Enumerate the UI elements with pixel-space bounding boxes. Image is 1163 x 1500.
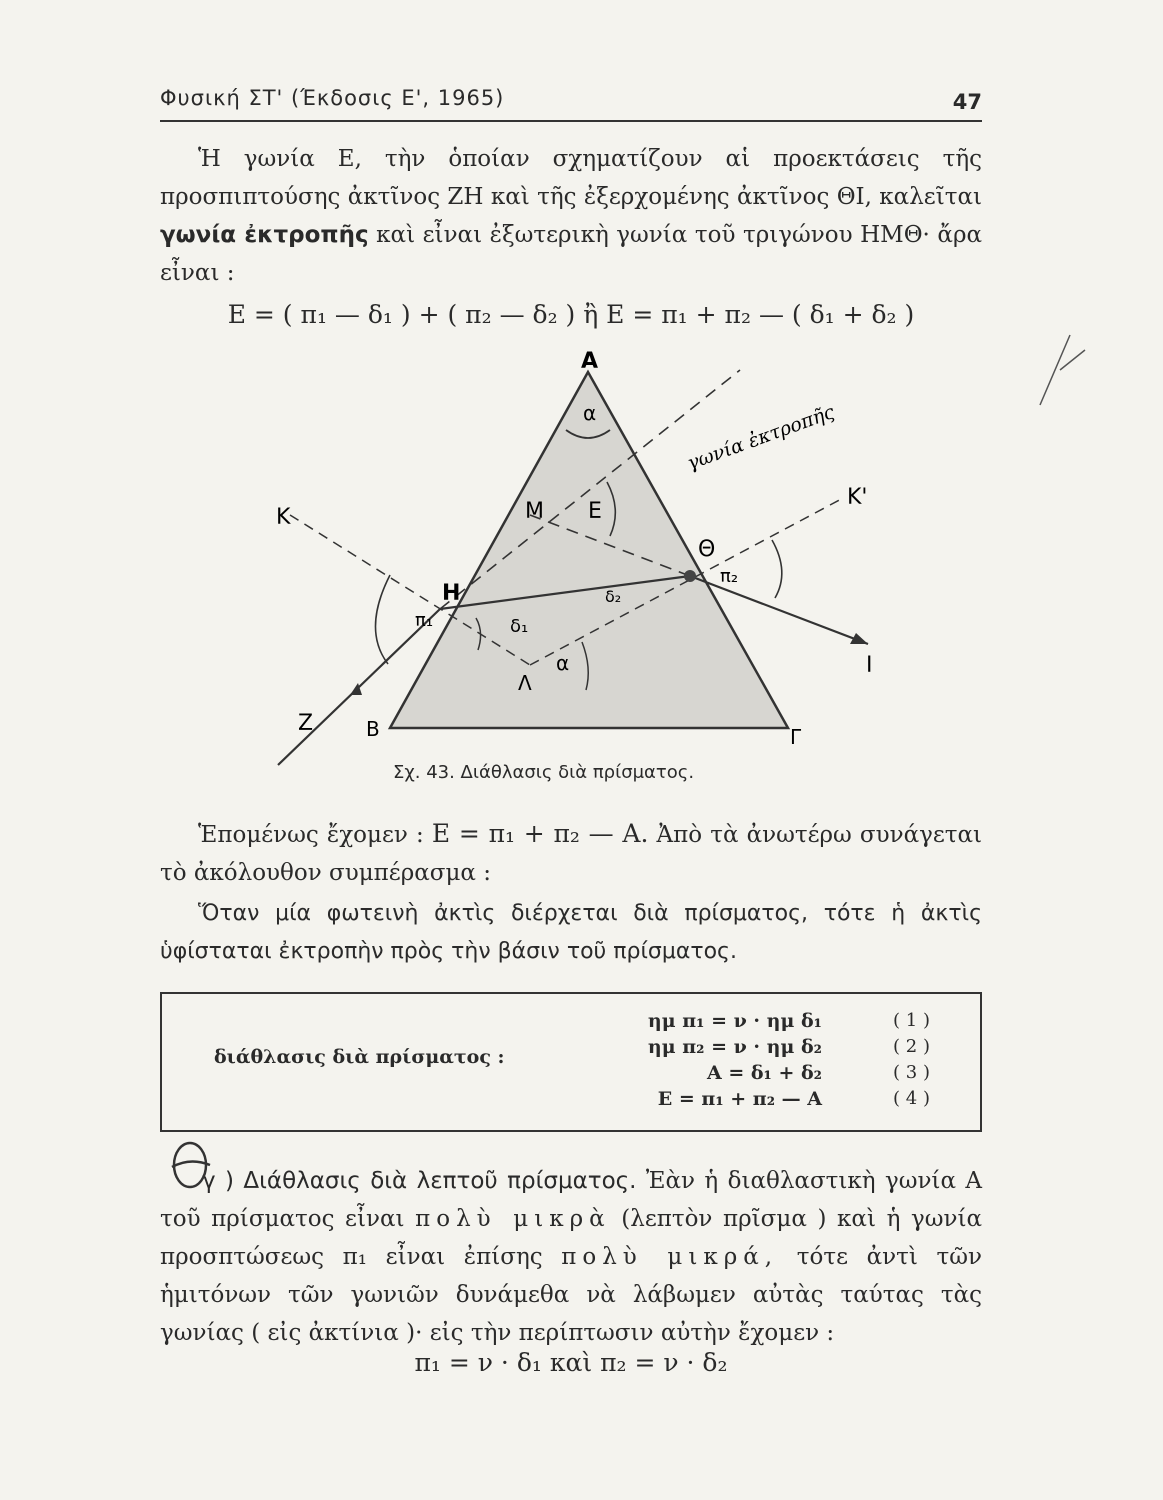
formula-number-3: ( 3 ) <box>893 1062 930 1083</box>
label-L: Λ <box>518 671 532 695</box>
formula-1: ημ π₁ = ν · ημ δ₁ <box>647 1010 822 1032</box>
prism-diagram <box>270 350 910 790</box>
section-text-b: (λεπτὸν πρῖσμα ) καὶ ἡ γωνία προσπτώσεως π₁ εἶναι ἐπίσης <box>160 1206 982 1270</box>
angle-p2-arc <box>772 540 782 598</box>
label-K: Κ <box>276 505 291 530</box>
label-B: Β <box>366 717 380 741</box>
handwritten-theta-mark <box>160 1135 230 1195</box>
running-title: Φυσική ΣΤ' (Έκδοσις Ε', 1965) <box>160 86 505 110</box>
label-p1: π₁ <box>415 610 434 631</box>
prism-triangle <box>390 372 788 728</box>
intro-paragraph <box>160 140 982 292</box>
formula-number-2: ( 2 ) <box>893 1036 930 1057</box>
section-text-a: Ἐὰν ἡ διαθλαστικὴ γωνία Α τοῦ πρίσματος εἶναι <box>160 1168 982 1232</box>
consequence-formula: Ε = π₁ + π₂ — Α. <box>431 819 649 848</box>
label-p2: π₂ <box>720 566 739 587</box>
formula-3: Α = δ₁ + δ₂ <box>706 1062 822 1084</box>
formula-numbers <box>893 1010 930 1114</box>
final-equation: π₁ = ν · δ₁ καὶ π₂ = ν · δ₂ <box>414 1348 728 1377</box>
point-Th-dot <box>684 570 696 582</box>
formula-number-1: ( 1 ) <box>893 1010 930 1031</box>
summary-box <box>160 992 982 1132</box>
label-Z: Ζ <box>298 711 314 736</box>
label-H: Η <box>442 581 461 606</box>
intro-text-2: καὶ εἶναι ἐξωτερικὴ γωνία τοῦ τριγώνου ΗΜΘ· ἄρα εἶναι : <box>160 222 982 286</box>
formula-4: Ε = π₁ + π₂ — Α <box>657 1088 822 1110</box>
label-A: Α <box>581 350 599 374</box>
formula-number-4: ( 4 ) <box>893 1088 930 1109</box>
figure-caption: Σχ. 43. Διάθλασις διὰ πρίσματος. <box>393 762 695 783</box>
conclusion-paragraph: Ὅταν μία φωτεινὴ ἀκτὶς διέρχεται διὰ πρίσματος, τότε ἡ ἀκτὶς ὑφίσταται ἐκτροπὴν πρὸς τὴν βάσιν τοῦ πρίσματος. <box>160 901 982 964</box>
intro-text-1: Ἡ γωνία Ε, τὴν ὁποίαν σχηματίζουν αἱ προεκτάσεις τῆς προσπιπτούσης ἀκτῖνος ΖΗ καὶ τῆς ἐξερχομένης ἀκτῖνος ΘΙ, καλεῖται <box>160 146 982 210</box>
label-Th: Θ <box>698 537 716 562</box>
section-text-c: τότε ἀντὶ τῶν ἡμιτόνων τῶν γωνιῶν δυνάμεθα νὰ λάβωμεν αὐτὰς ταύτας τὰς γωνίας ( εἰς ἀκτίνια )· εἰς τὴν περίπτωσιν αὐτὴν ἔχομεν : <box>160 1244 982 1346</box>
margin-pencil-mark <box>1030 330 1090 410</box>
term-deviation-angle: γωνία ἐκτροπῆς <box>160 222 369 248</box>
section-spaced-2: πολὺ μικρά, <box>561 1244 779 1270</box>
label-d2: δ₂ <box>605 587 622 606</box>
consequence-lead: Ἑπομένως ἔχομεν : <box>198 822 424 848</box>
label-a-low: α <box>556 651 570 675</box>
section-title: Διάθλασις διὰ λεπτοῦ πρίσματος. <box>243 1168 637 1194</box>
angle-p1-arc <box>375 575 390 664</box>
label-G: Γ <box>790 725 802 749</box>
label-E: Ε <box>588 499 602 524</box>
handwritten-note: γωνία ἐκτροπῆς <box>684 401 838 475</box>
section-spaced-1: πολὺ μικρὰ <box>415 1206 611 1232</box>
label-I: Ι <box>866 653 873 678</box>
page-number: 47 <box>952 90 982 114</box>
section-number: γ ) <box>202 1168 234 1194</box>
label-d1: δ₁ <box>510 616 529 637</box>
label-K2: Κ' <box>847 485 868 510</box>
consequence-paragraph <box>160 815 982 892</box>
label-M: Μ <box>525 499 544 524</box>
page-header <box>160 80 982 122</box>
consequence-rest: Ἀπὸ τὰ ἀνωτέρω συνάγεται τὸ ἀκόλουθον συμπέρασμα : <box>160 822 983 886</box>
formula-2: ημ π₂ = ν · ημ δ₂ <box>647 1036 822 1058</box>
summary-label: διάθλασις διὰ πρίσματος : <box>214 1046 505 1068</box>
label-a-top: α <box>583 401 597 425</box>
summary-formulas <box>522 1010 822 1114</box>
section-thin-prism <box>160 1162 982 1352</box>
deviation-equation: Ε = ( π₁ — δ₁ ) + ( π₂ — δ₂ ) ἢ Ε = π₁ + π₂ — ( δ₁ + δ₂ ) <box>227 300 915 329</box>
